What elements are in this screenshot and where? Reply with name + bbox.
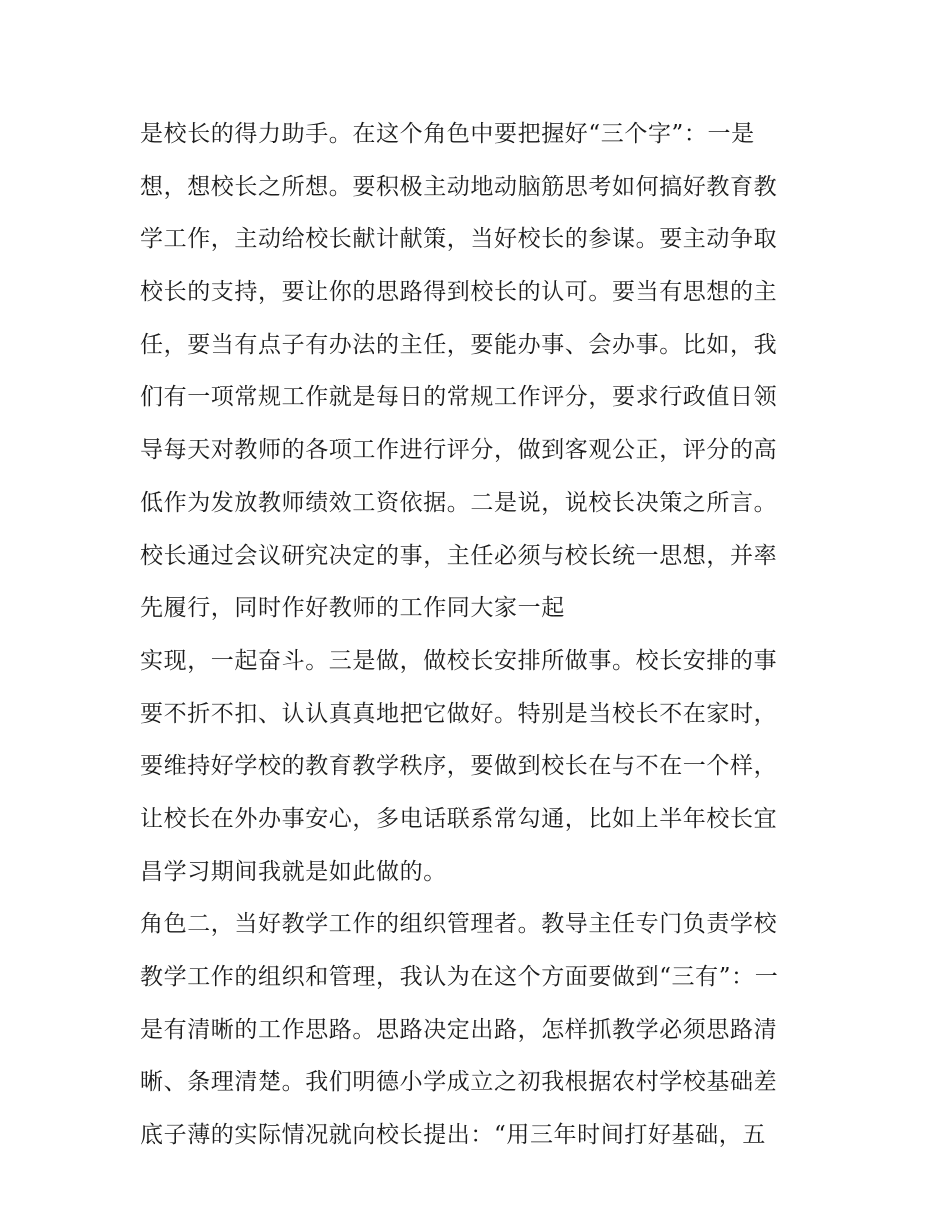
- text-line: 要不折不扣、认认真真地把它做好。特别是当校长不在家时，: [140, 700, 778, 727]
- text-line: 底子薄的实际情况就向校长提出：“用三年时间打好基础，五: [140, 1122, 766, 1149]
- text-line: 学工作，主动给校长献计献策，当好校长的参谋。要主动争取: [140, 226, 778, 253]
- text-line: 昌学习期间我就是如此做的。: [140, 858, 447, 885]
- text-line: 教学工作的组织和管理，我认为在这个方面要做到“三有”：一: [140, 964, 779, 990]
- text-line: 们有一项常规工作就是每日的常规工作评分，要求行政值日领: [140, 384, 778, 411]
- text-line: 任，要当有点子有办法的主任，要能办事、会办事。比如，我: [140, 331, 778, 358]
- text-line: 导每天对教师的各项工作进行评分，做到客观公正，评分的高: [140, 437, 778, 464]
- text-line: 是校长的得力助手。在这个角色中要把握好“三个字”：一是: [140, 121, 755, 147]
- text-line: 想，想校长之所想。要积极主动地动脑筋思考如何搞好教育教: [140, 173, 778, 200]
- text-line: 晰、条理清楚。我们明德小学成立之初我根据农村学校基础差: [140, 1069, 778, 1096]
- text-line: 是有清晰的工作思路。思路决定出路，怎样抓教学必须思路清: [140, 1016, 778, 1043]
- text-line: 角色二，当好教学工作的组织管理者。教导主任专门负责学校: [140, 911, 778, 938]
- text-line: 校长的支持，要让你的思路得到校长的认可。要当有思想的主: [140, 279, 778, 306]
- text-line: 校长通过会议研究决定的事，主任必须与校长统一思想，并率: [140, 542, 778, 569]
- text-line: 低作为发放教师绩效工资依据。二是说，说校长决策之所言。: [140, 489, 778, 516]
- body-text: [140, 108, 820, 1162]
- text-line: 让校长在外办事安心，多电话联系常勾通，比如上半年校长宜: [140, 805, 778, 832]
- text-line: 要维持好学校的教育教学秩序，要做到校长在与不在一个样，: [140, 753, 778, 780]
- text-line: 实现，一起奋斗。三是做，做校长安排所做事。校长安排的事: [140, 647, 778, 674]
- text-line: 先履行，同时作好教师的工作同大家一起: [140, 595, 565, 622]
